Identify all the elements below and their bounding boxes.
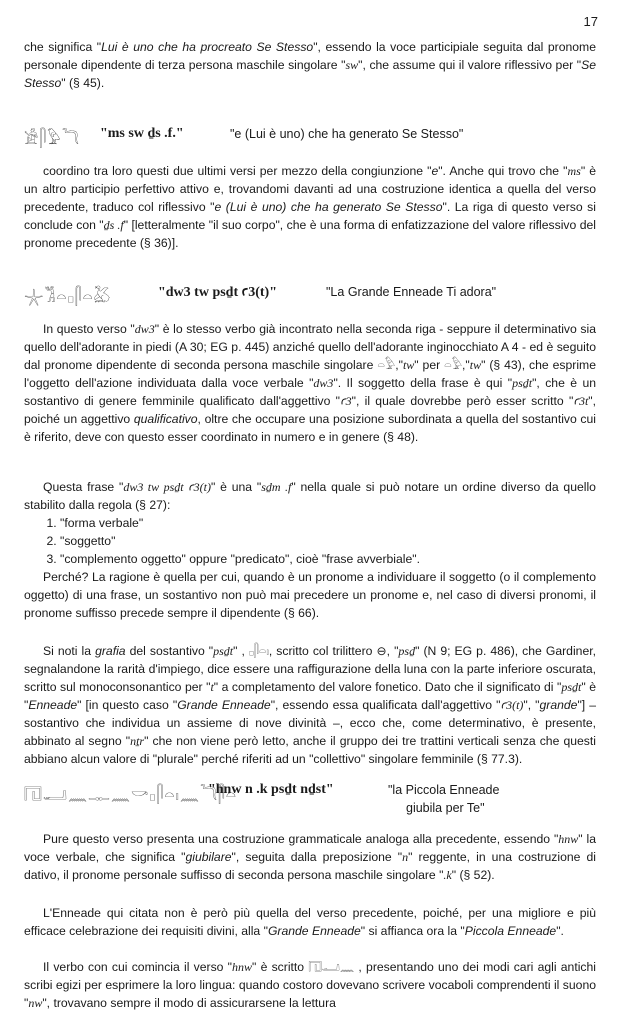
transliteration: dw3 tw psḏt ꜥ3(t)	[123, 480, 211, 494]
text: " è "	[24, 680, 596, 712]
verse-gloss: "La Grande Enneade Ti adora"	[326, 285, 497, 299]
transliteration: psḏt	[561, 680, 582, 694]
transliteration: psḏ	[398, 644, 416, 658]
text: " per	[414, 358, 445, 372]
hieroglyph-icon: 𓉔𓂝𓈖𓊃𓈖𓎡𓊪𓋴𓏏𓏤𓈖𓆓𓋴𓏏	[24, 785, 237, 804]
transliteration: tw	[402, 358, 415, 372]
italic-text: qualificativo	[133, 412, 198, 426]
text: ", trovavano sempre il modo di assicurarsene la lettura	[42, 996, 336, 1010]
text: ", poiché un aggettivo	[24, 394, 596, 426]
transliteration: nw	[28, 996, 43, 1010]
italic-text: e (Lui è uno) che ha generato Se Stesso	[214, 200, 443, 214]
text: ".	[556, 924, 564, 938]
italic-text: Piccola Enneade	[464, 924, 557, 938]
text: ", essendo la voce participiale seguita dal pronome personale dipendente di terza persona maschile singolare "	[24, 40, 596, 72]
text: " [letteralmente "il suo corpo", che è una forma di enfatizzazione del valore riflessivo del pronome precedente (§ 36)].	[24, 218, 596, 250]
text: " si affianca ora la "	[360, 924, 465, 938]
verse-transliteration: "dw3 tw psḏt ꜥ3(t)"	[158, 285, 277, 300]
hieroglyph-icon: 𓀀𓋴𓅱𓆓	[24, 129, 80, 148]
paragraph-5: Perché? La ragione è quella per cui, quando è un pronome a individuare il soggetto (o il complemento oggetto) di una frase, un sostantivo non può mai precedere un pronome e, nel caso di diversi pronomi, il pronome suffisso precede sempre il dipendente (§ 66).	[24, 570, 596, 620]
text: " nella quale si può notare un ordine diverso da quello stabilito dalla regola (§ 27):	[24, 480, 596, 512]
verse-1	[24, 124, 604, 148]
italic-text: Grande Enneade	[267, 924, 361, 938]
text: " [in questo caso "	[77, 698, 178, 712]
text: ", che è un sostantivo di genere femminile qualificato dall'aggettivo "	[24, 376, 596, 408]
transliteration: sw	[345, 58, 359, 72]
hieroglyph-icon: 𓉔𓂝𓈖	[308, 960, 355, 974]
verse-transliteration: "hnw n .k psḏt nḏst"	[208, 782, 334, 797]
list-item: 2. "soggetto"	[60, 532, 596, 550]
italic-text: grafia	[95, 644, 126, 658]
text: " è lo stesso verbo già incontrato nella seconda riga - seppure il determinativo sia quello dell'adorante in piedi (A 30; EG p. 445) anziché quello dell'adorante inginocchiato A 4 - ed è seguito dal pronome dipendente di seconda persona maschile singolare	[24, 322, 597, 372]
text: coordino tra loro questi due ultimi versi per mezzo della congiunzione "	[43, 164, 432, 178]
text: ,"	[462, 358, 470, 372]
verse-transliteration: "ms sw ḏs .f."	[100, 126, 184, 141]
text: Si noti la	[43, 644, 96, 658]
text: " (§ 52).	[451, 868, 495, 882]
transliteration: ꜥ3(t)	[500, 698, 524, 712]
list-item: 3. "complemento oggetto" oppure "predicato", cioè "frase avverbiale".	[60, 550, 596, 568]
ordered-list	[24, 514, 596, 568]
italic-text: Grande Enneade	[177, 698, 271, 712]
page-number: 17	[583, 14, 598, 29]
text: In questo verso "	[43, 322, 135, 336]
verse-gloss-line-1: "la Piccola Enneade	[388, 783, 500, 797]
text: ", essendo essa qualificata dall'aggettivo "	[270, 698, 501, 712]
paragraph-2	[24, 162, 596, 252]
text: " (§ 43), che esprime l'oggetto dell'azione individuata dalla voce verbale "	[24, 358, 596, 390]
verse-gloss: "e (Lui è uno) che ha generato Se Stesso"	[230, 127, 464, 141]
paragraph-9	[24, 958, 596, 1012]
hieroglyph-icon: 𓇼𓀢𓏏𓊪𓋴𓏏𓅷	[24, 287, 112, 306]
italic-text: grande	[539, 698, 578, 712]
verse-3	[24, 780, 604, 820]
text: Pure questo verso presenta una costruzione grammaticale analoga alla precedente, essendo "	[43, 832, 559, 846]
text: ", che assume qui il valore riflessivo per "	[358, 58, 582, 72]
italic-text: Lui è uno che ha procreato Se Stesso	[101, 40, 314, 54]
italic-text: giubilare	[185, 850, 232, 864]
text: Il verbo con cui comincia il verso "	[43, 960, 233, 974]
text: " ,	[233, 644, 249, 658]
transliteration: ḏs .f	[103, 218, 124, 232]
transliteration: ꜥ3t	[573, 394, 589, 408]
text: ". Anche qui trovo che "	[438, 164, 568, 178]
paragraph-4-group	[24, 478, 596, 622]
verse-2	[24, 282, 604, 306]
text: , scritto col trilittero	[268, 644, 377, 658]
transliteration: hnw	[232, 960, 253, 974]
text: ", "	[523, 698, 540, 712]
text: ". La riga di questo verso si conclude con "	[24, 200, 596, 232]
text: ", seguita dalla preposizione "	[231, 850, 403, 864]
text: ", il quale dovrebbe però esser scritto "	[351, 394, 574, 408]
text: " (§ 45).	[61, 76, 105, 90]
text: " (N 9; EG p. 486), che Gardiner, segnalandone la rarità d'impiego, dice essere una raffigurazione della luna con la parte inferiore oscurata, scritto sul monoconsonantico per "	[24, 644, 596, 694]
transliteration: dw3	[134, 322, 155, 336]
text: ". Il soggetto della frase è qui "	[333, 376, 513, 390]
transliteration: .k	[443, 868, 452, 882]
text: " reggente, in una costruzione di dativo, il pronome personale suffisso di seconda persona maschile singolare "	[24, 850, 597, 882]
hieroglyph-icon: 𓏏𓅱	[377, 358, 396, 372]
paragraph-4	[24, 478, 596, 514]
text: L'Enneade qui citata non è però più quella del verso precedente, poiché, per una migliore e più efficace celebrazione dei requisiti divini, alla "	[24, 906, 596, 938]
paragraph-7	[24, 830, 596, 884]
hieroglyph-icon: 𓊪𓋴𓏏𓏤	[248, 644, 269, 658]
paragraph-1	[24, 38, 596, 92]
text: " è un altro participio perfettivo attivo e, trovandomi davanti ad una costruzione identica a quella del verso precedente, traduco col riflessivo "	[24, 164, 596, 214]
transliteration: tw	[469, 358, 482, 372]
text: Questa frase "	[43, 480, 124, 494]
text: ,"	[395, 358, 403, 372]
text: del sostantivo "	[125, 644, 214, 658]
hieroglyph-icon: 𓏏𓅱	[444, 358, 463, 372]
transliteration: psḏt	[512, 376, 533, 390]
transliteration: sḏm .f	[261, 480, 292, 494]
paragraph-8	[24, 904, 596, 940]
text: " a completamento del valore fonetico. Dato che il significato di "	[213, 680, 562, 694]
transliteration: t	[210, 680, 214, 694]
list-item: 1. "forma verbale"	[60, 514, 596, 532]
moon-glyph-icon: ⊖	[376, 644, 387, 658]
transliteration: nṯr	[130, 734, 145, 748]
transliteration: hnw	[558, 832, 579, 846]
italic-text: e	[431, 164, 439, 178]
verse-gloss-line-2: giubila per Te"	[406, 801, 485, 815]
text: , "	[386, 644, 399, 658]
transliteration: psḏt	[213, 644, 234, 658]
transliteration: ms	[567, 164, 581, 178]
transliteration: dw3	[313, 376, 334, 390]
text: "] – sostantivo che individua un assieme di nove divinità –, ecco che, come determinativo, è presente, abbinato al segno "	[24, 698, 597, 748]
transliteration: ꜥ3	[339, 394, 352, 408]
text: che significa "	[24, 40, 102, 54]
italic-text: Se Stesso	[24, 58, 596, 90]
italic-text: Enneade	[28, 698, 78, 712]
paragraph-6	[24, 642, 596, 768]
text: " la voce verbale, che significa "	[24, 832, 596, 864]
paragraph-3	[24, 320, 596, 446]
text: " è scritto	[252, 960, 309, 974]
text: , presentando uno dei modi cari agli antichi scribi egizi per esprimere la loro lingua: quando costoro dovevano scrivere vocaboli comprendenti il suono "	[24, 960, 596, 1010]
text: , oltre che occupare una posizione subordinata a quella del sostantivo cui è riferito, deve con questo esser coordinato in numero e in genere (§ 48).	[24, 412, 597, 444]
transliteration: n	[402, 850, 409, 864]
text: " è una "	[211, 480, 262, 494]
text: " che non viene però letto, anche il gruppo dei tre trattini verticali senza che questi abbiano alcun valore di "plurale" perché riferiti ad un "collettivo" singolare femminile (§ 77.3).	[24, 734, 596, 766]
